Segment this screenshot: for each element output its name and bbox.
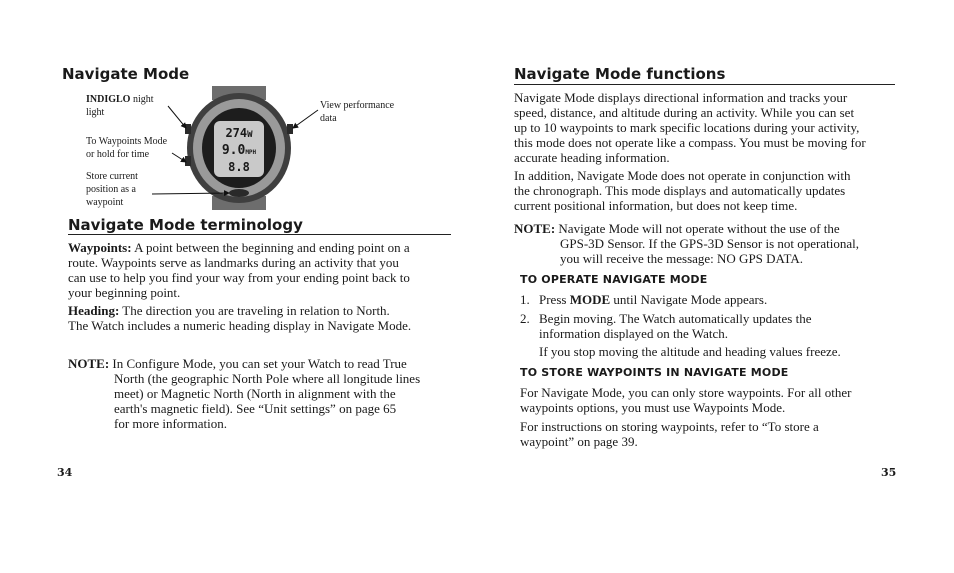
watch-heading: 274	[225, 126, 248, 140]
waypoints-line: A point between the beginning and ending point on a	[131, 240, 410, 255]
heading-definition	[68, 303, 458, 333]
callout-store-l1: Store current	[86, 171, 138, 182]
note-line: you will receive the message: NO GPS DATA.	[560, 251, 804, 266]
chrono-line: current positional information, but does not keep time.	[514, 198, 798, 213]
intro-line: speed, distance, and altitude during an activity. While you can set	[514, 105, 855, 120]
waypoints-line: your beginning point.	[68, 285, 181, 300]
step-number: 2.	[520, 311, 530, 326]
callout-indiglo-rest: night	[130, 94, 154, 105]
chrono-line: the chronograph. This mode displays and automatically updates	[514, 183, 846, 198]
intro-line: Navigate Mode displays directional information and tracks your	[514, 90, 848, 105]
note-label: NOTE:	[68, 356, 110, 371]
callout-store-l3: waypoint	[86, 197, 124, 208]
callout-view	[320, 99, 394, 125]
right-note	[514, 221, 904, 266]
operate-heading: TO OPERATE NAVIGATE MODE	[520, 273, 708, 286]
intro-line: up to 10 waypoints to mark specific locations during your activity,	[514, 120, 860, 135]
step-text: until Navigate Mode appears.	[610, 292, 768, 307]
step-2	[520, 311, 900, 359]
leader-indiglo	[168, 106, 186, 128]
note-line: for more information.	[114, 416, 227, 431]
chrono-line: In addition, Navigate Mode does not operate in conjunction with	[514, 168, 851, 183]
waypoints-line: can use to help you find your way from your ending point back to	[68, 270, 410, 285]
note-line: GPS-3D Sensor. If the GPS-3D Sensor is not operational,	[560, 236, 859, 251]
callout-waypoints-l2: or hold for time	[86, 149, 150, 160]
waypoints-definition	[68, 240, 458, 300]
page-number-right: 35	[881, 466, 897, 479]
watch-speed: 9.0	[221, 143, 246, 158]
store-line: waypoint” on page 39.	[520, 434, 638, 449]
step-text: information displayed on the Watch.	[539, 326, 728, 341]
indiglo-button	[185, 124, 191, 134]
intro-paragraph	[514, 90, 904, 165]
step-text: Press	[539, 292, 570, 307]
callout-store	[86, 170, 138, 209]
store-heading: TO STORE WAYPOINTS IN NAVIGATE MODE	[520, 366, 789, 379]
left-note	[68, 356, 458, 431]
terminology-heading: Navigate Mode terminology	[68, 216, 303, 234]
note-line: earth's magnetic field). See “Unit settings” on page 65	[114, 401, 397, 416]
watch-distance: 8.8	[228, 160, 250, 174]
watch-display	[219, 126, 259, 175]
callout-view-l2: data	[320, 113, 337, 124]
store-line: For Navigate Mode, you can only store waypoints. For all other	[520, 385, 852, 400]
intro-line: accurate heading information.	[514, 150, 670, 165]
functions-rule	[514, 84, 895, 85]
watch-speed-unit: MPH	[245, 149, 257, 156]
note-line: North (the geographic North Pole where all longitude lines	[114, 371, 421, 386]
callout-indiglo	[86, 93, 154, 119]
step-1	[520, 292, 900, 307]
page-title: Navigate Mode	[62, 65, 190, 83]
intro-line: this mode does not operate like a compass. You must be moving for	[514, 135, 866, 150]
step-subtext: If you stop moving the altitude and heading values freeze.	[539, 344, 841, 359]
store-line: For instructions on storing waypoints, refer to “To store a	[520, 419, 819, 434]
callout-view-l1: View performance	[320, 100, 395, 111]
store-button	[229, 189, 249, 197]
note-line: meet) or Magnetic North (North in alignment with the	[114, 386, 396, 401]
waypoints-line: route. Waypoints serve as landmarks during an activity that you	[68, 255, 399, 270]
mode-button	[185, 156, 191, 166]
terminology-rule	[68, 234, 451, 235]
heading-line: The direction you are traveling in relation to North.	[119, 303, 390, 318]
callout-store-l2: position as a	[86, 184, 136, 195]
note-line: In Configure Mode, you can set your Watch to read True	[109, 356, 407, 371]
functions-heading: Navigate Mode functions	[514, 65, 726, 83]
callout-indiglo-bold: INDIGLO	[86, 94, 131, 105]
callout-indiglo-line2: light	[86, 107, 105, 118]
store-paragraph-2	[520, 419, 900, 449]
waypoints-term: Waypoints:	[68, 240, 132, 255]
mode-keyword: MODE	[569, 292, 611, 307]
watch-heading-unit: W	[247, 130, 253, 140]
step-text: Begin moving. The Watch automatically updates the	[539, 311, 812, 326]
step-number: 1.	[520, 292, 530, 307]
chrono-paragraph	[514, 168, 904, 213]
view-button	[287, 124, 293, 134]
page-number-left: 34	[57, 466, 73, 479]
store-paragraph-1	[520, 385, 900, 415]
callout-waypoints-l1: To Waypoints Mode	[86, 136, 168, 147]
leader-view	[293, 110, 318, 128]
heading-line: The Watch includes a numeric heading display in Navigate Mode.	[68, 318, 412, 333]
note-label: NOTE:	[514, 221, 556, 236]
note-line: Navigate Mode will not operate without the use of the	[555, 221, 840, 236]
store-line: waypoints options, you must use Waypoints Mode.	[520, 400, 786, 415]
leader-waypoints	[172, 153, 186, 162]
heading-term: Heading:	[68, 303, 120, 318]
